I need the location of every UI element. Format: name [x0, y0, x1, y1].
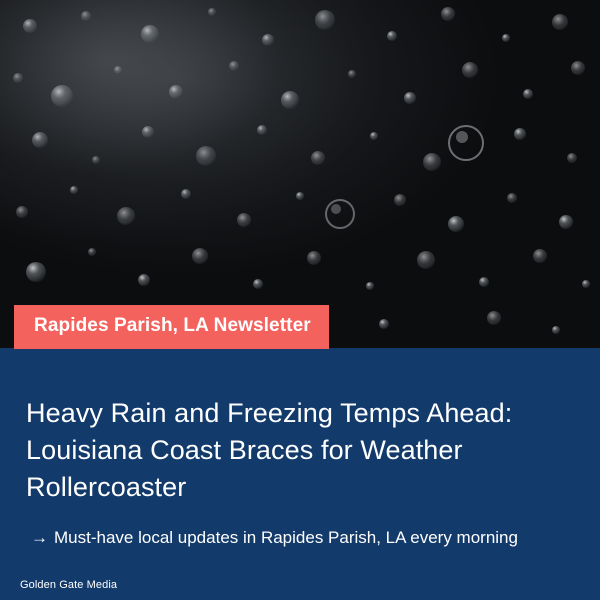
image-credit: Golden Gate Media — [20, 579, 118, 591]
newsletter-badge-label: Rapides Parish, LA Newsletter — [34, 315, 311, 336]
newsletter-badge — [14, 305, 329, 349]
subheadline — [31, 524, 551, 551]
subheadline-text: Must-have local updates in Rapides Parish, LA every morning — [54, 528, 518, 547]
arrow-right-icon: → — [31, 528, 48, 547]
headline: Heavy Rain and Freezing Temps Ahead: Louisiana Coast Braces for Weather Rollercoaster — [26, 398, 513, 502]
content-panel — [0, 348, 600, 600]
